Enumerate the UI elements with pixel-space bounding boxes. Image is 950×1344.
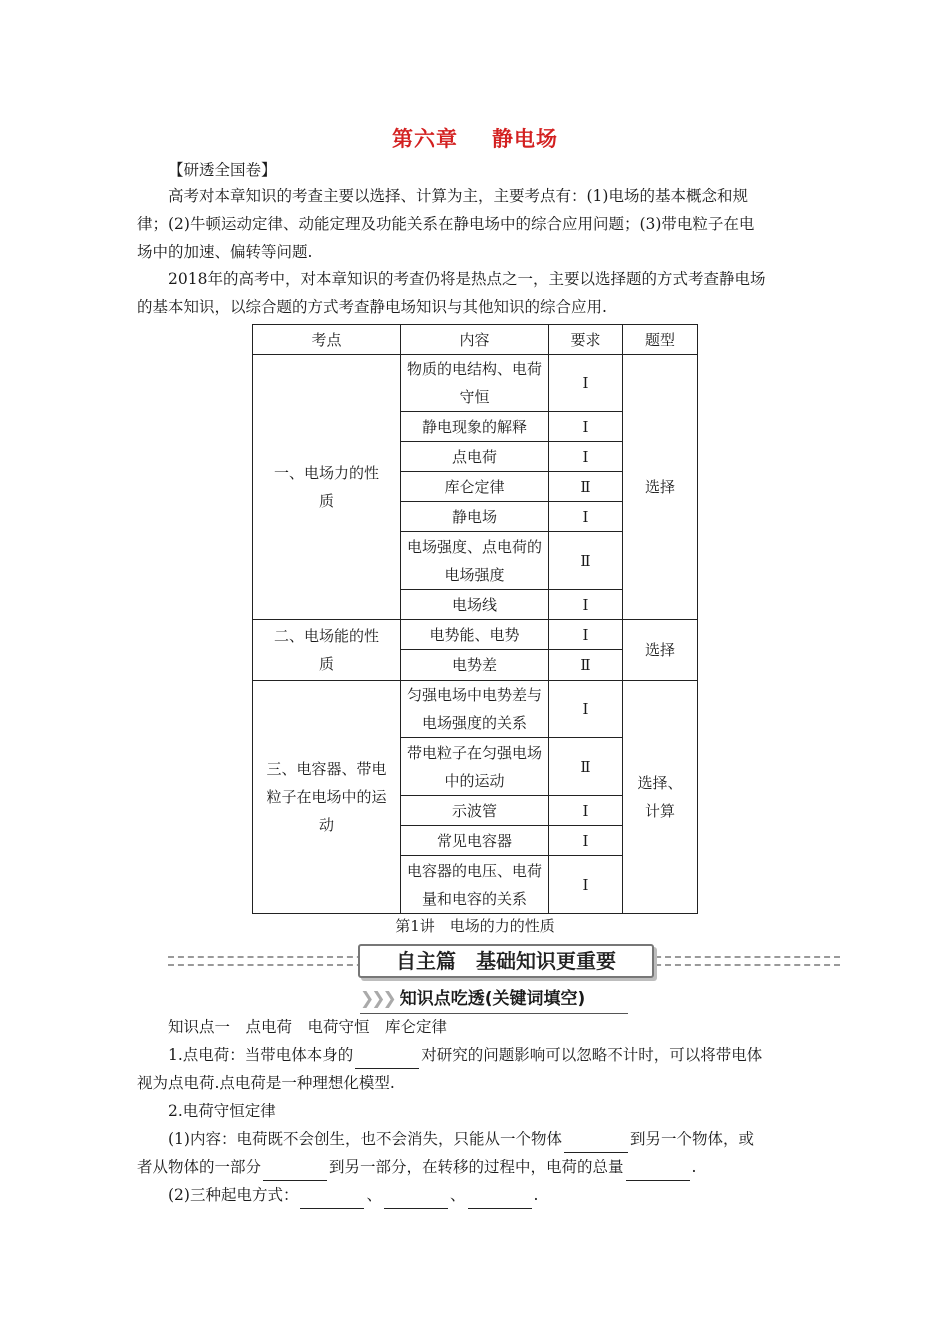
content-cell: 物质的电结构、电荷守恒: [401, 355, 549, 412]
topic-cell: 三、电容器、带电粒子在电场中的运动: [253, 681, 401, 914]
level-cell: Ⅰ: [549, 796, 623, 826]
level-cell: Ⅰ: [549, 681, 623, 738]
item-text: (2)三种起电方式：: [168, 1186, 299, 1204]
header-cell: 内容: [401, 325, 549, 355]
header-cell: 题型: [623, 325, 698, 355]
content-cell: 静电场: [401, 502, 549, 532]
table-row: [253, 355, 698, 412]
syllabus-table: [252, 324, 698, 914]
content-cell: 静电现象的解释: [401, 412, 549, 442]
section-banner: [168, 944, 840, 976]
intro-paragraph-2: [137, 265, 817, 321]
knowledge-heading: 知识点一 点电荷 电荷守恒 库仑定律: [168, 1018, 448, 1036]
fill-blank[interactable]: [300, 1190, 364, 1209]
section-label: 【研透全国卷】: [168, 161, 277, 179]
item-text: 1.点电荷：当带电体本身的: [168, 1046, 354, 1064]
level-cell: Ⅰ: [549, 442, 623, 472]
item-text: 到另一个物体，或: [629, 1130, 754, 1148]
intro-line: 2018年的高考中，对本章知识的考查仍将是热点之一，主要以选择题的方式考查静电场: [168, 270, 766, 288]
separator: 、: [449, 1186, 466, 1204]
topic-cell: 二、电场能的性质: [253, 620, 401, 681]
item-text: .: [691, 1158, 697, 1176]
fill-blank[interactable]: [384, 1190, 448, 1209]
separator: 、: [366, 1186, 382, 1204]
content-cell: 示波管: [401, 796, 549, 826]
level-cell: Ⅰ: [549, 355, 623, 412]
level-cell: Ⅰ: [549, 502, 623, 532]
knowledge-item-2-1: [137, 1125, 827, 1181]
fill-blank[interactable]: [626, 1162, 690, 1181]
table-header-row: [253, 325, 698, 355]
fill-blank[interactable]: [564, 1134, 628, 1153]
item-text: 者从物体的一部分: [137, 1158, 262, 1176]
level-cell: Ⅰ: [549, 826, 623, 856]
lecture-caption: 第1讲 电场的力的性质: [395, 917, 555, 935]
type-cell: 选择、计算: [623, 681, 698, 914]
level-cell: Ⅱ: [549, 738, 623, 796]
topic-cell: 一、电场力的性质: [253, 355, 401, 620]
item-text: 对研究的问题影响可以忽略不计时，可以将带电体: [421, 1046, 763, 1064]
table-row: [253, 681, 698, 738]
intro-paragraph-1: [137, 182, 817, 266]
chapter-title: [0, 123, 950, 153]
content-cell: 电容器的电压、电荷量和电容的关系: [401, 856, 549, 914]
content-cell: 带电粒子在匀强电场中的运动: [401, 738, 549, 796]
table-row: [253, 620, 698, 650]
item-text: 到另一部分，在转移的过程中，电荷的总量: [329, 1158, 624, 1176]
chevrons-icon: ❯❯❯: [360, 989, 394, 1009]
chapter-number: 第六章: [392, 126, 458, 151]
intro-line: 高考对本章知识的考查主要以选择、计算为主，主要考点有：(1)电场的基本概念和规: [168, 187, 748, 205]
intro-line: 场中的加速、偏转等问题.: [137, 243, 313, 261]
item-text: .: [533, 1186, 539, 1204]
level-cell: Ⅱ: [549, 472, 623, 502]
level-cell: Ⅰ: [549, 620, 623, 650]
type-cell: 选择: [623, 620, 698, 681]
level-cell: Ⅰ: [549, 590, 623, 620]
subheading-text: 知识点吃透(关键词填空): [399, 989, 586, 1009]
banner-title: 自主篇 基础知识更重要: [358, 944, 654, 978]
content-cell: 库仑定律: [401, 472, 549, 502]
intro-line: 的基本知识，以综合题的方式考查静电场知识与其他知识的综合应用.: [137, 298, 607, 316]
fill-blank[interactable]: [355, 1050, 419, 1069]
knowledge-item-2-2: [168, 1181, 538, 1209]
header-cell: 考点: [253, 325, 401, 355]
header-cell: 要求: [549, 325, 623, 355]
content-cell: 常见电容器: [401, 826, 549, 856]
intro-line: 律；(2)牛顿运动定律、动能定理及功能关系在静电场中的综合应用问题；(3)带电粒子在电: [137, 215, 755, 233]
level-cell: Ⅰ: [549, 856, 623, 914]
chapter-name: 静电场: [492, 126, 558, 151]
subheading: [360, 985, 628, 1014]
content-cell: 电场线: [401, 590, 549, 620]
fill-blank[interactable]: [263, 1162, 327, 1181]
type-cell: 选择: [623, 355, 698, 620]
content-cell: 电场强度、点电荷的电场强度: [401, 532, 549, 590]
level-cell: Ⅱ: [549, 532, 623, 590]
content-cell: 匀强电场中电势差与电场强度的关系: [401, 681, 549, 738]
content-cell: 电势能、电势: [401, 620, 549, 650]
item-text: (1)内容：电荷既不会创生，也不会消失，只能从一个物体: [168, 1130, 562, 1148]
content-cell: 点电荷: [401, 442, 549, 472]
knowledge-item-2: 2.电荷守恒定律: [168, 1102, 276, 1120]
item-text: 视为点电荷.点电荷是一种理想化模型.: [137, 1074, 395, 1092]
knowledge-item-1: [137, 1041, 827, 1097]
content-cell: 电势差: [401, 650, 549, 681]
level-cell: Ⅱ: [549, 650, 623, 681]
fill-blank[interactable]: [468, 1190, 532, 1209]
level-cell: Ⅰ: [549, 412, 623, 442]
